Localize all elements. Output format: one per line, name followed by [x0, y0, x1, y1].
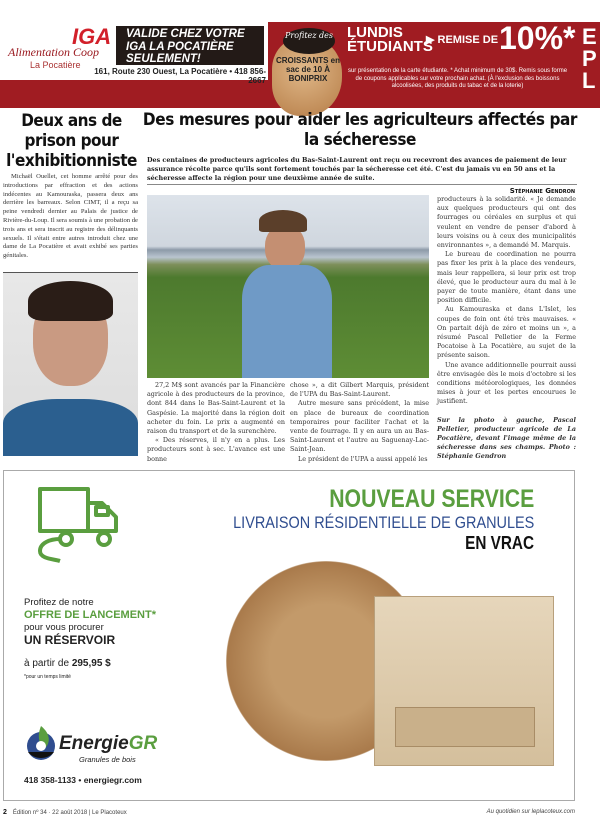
store-address: 161, Route 230 Ouest, La Pocatière • 418 856-2667: [94, 67, 266, 85]
paragraph: Le président de l'UPA a aussi appelé les: [298, 454, 428, 463]
paragraph: Une avance additionnelle pourrait aussi être envisagée dès le mois d'octobre si les conditions météorologiques, les données mises à jour et les pertes encourues le justifient.: [437, 360, 576, 406]
offer-disclaimer: *pour un temps limité: [24, 674, 71, 680]
hair: [28, 281, 113, 321]
paragraph: 27,2 M$ sont avancés par la Financière agricole à des producteurs de la province, dont 844 dans le Bas-Saint-Laurent et la Gaspésie. La majorité dans la région doit acheter du foin. Le prix a augmenté en raison du transport et de la surenchère.: [147, 381, 285, 436]
article-column-3: [437, 195, 576, 462]
page-number: 2: [3, 809, 7, 816]
energiegr-logo-icon: [24, 726, 58, 762]
brand-gr: GR: [128, 733, 158, 754]
offer-line-2: OFFRE DE LANCEMENT*: [24, 609, 156, 621]
paragraph: Le bureau de coordination ne pourra pas fixer les prix à la place des vendeurs, mais leur rappellera, si leur prix est trop élevé, que le producteur aura du mal à le payer de toute manière, étant dans une position difficile.: [437, 250, 576, 305]
paragraph: producteurs à la solidarité. « Je demande aux quelques producteurs qui ont des fourrages ou céréales en surplus et qui veulent en vendre de penser d'abord à leurs voisins ou à ceux des municipalités environnantes », a demandé M. Marquis.: [437, 195, 576, 250]
iga-logo: IGA: [72, 24, 112, 49]
store-city: La Pocatière: [30, 60, 81, 70]
photo-caption: Sur la photo à gauche, Pascal Pelletier, producteur agricole de La Pocatière, devant l'image même de la sécheresse dans ses champs. Photo : Stéphanie Gendron: [437, 415, 576, 461]
ad-subtitle: LIVRAISON RÉSIDENTIELLE DE GRANULES: [232, 513, 534, 532]
article-column-1: [147, 381, 285, 464]
offer-line-3: pour vous procurer: [24, 622, 104, 633]
left-article-body: [3, 173, 138, 261]
paragraph: « Des réserves, il n'y en a plus. Les producteurs sont à sec. L'avance est une bonne: [147, 436, 285, 463]
offer-line-4: UN RÉSERVOIR: [24, 633, 116, 647]
page-footer-left: [3, 809, 127, 816]
ad-subtitle-bulk: EN VRAC: [465, 533, 534, 553]
valid-notice: VALIDE CHEZ VOTRE IGA LA POCATIÈRE SEULEMENT!: [116, 26, 264, 65]
croissants-offer: CROISSANTS en sac de 10 À BONIPRIX: [276, 56, 341, 83]
portrait-photo: [3, 272, 138, 456]
brand-energie: Energie: [59, 733, 129, 754]
paragraph: Michaël Ouellet, cet homme arrêté pour des introductions par effraction et des actions indécentes au Kamouraska, passera deux ans derrière les barreaux. Selon CIMT, il a reçu sa peine vendredi dernier au Palais de justice de Rivière-du-Loup. Il sera soumis à une probation de trois ans et sera inscrit au registre des délinquants sexuels. Il s'était entre autres introduit chez une dame de La Pocatière et avait exhibé ses parties génitales.: [3, 173, 138, 260]
paragraph: chose », a dit Gilbert Marquis, président de l'UPA du Bas-Saint-Laurent.: [290, 381, 429, 399]
delivery-truck-icon: [26, 485, 121, 563]
main-article-headline: Des mesures pour aider les agriculteurs affectés par la sécheresse: [142, 110, 578, 150]
article-column-2: [290, 381, 429, 464]
cutoff-text: E PL: [582, 24, 597, 93]
energiegr-advertisement: [3, 470, 575, 801]
ad-title: NOUVEAU SERVICE: [328, 485, 534, 513]
paragraph: Au Kamouraska et dans L'Islet, les coupes de foin ont été très mauvaises. « On partait déjà de zéro et moins un », a résumé Pascal Pelletier de la Ferme Pocatoise à La Pocatière, au sujet de la présente saison.: [437, 305, 576, 360]
lundis-etudiants: LUNDIS ÉTUDIANTS: [347, 24, 433, 55]
price-prefix: à partir de: [24, 658, 72, 669]
pellet-reservoir-image: [374, 596, 554, 766]
website-link[interactable]: Au quotidien sur leplacoteux.com: [486, 809, 575, 815]
energiegr-wordmark: [59, 733, 157, 755]
shirt: [3, 399, 138, 456]
profitez-bubble: Profitez des: [283, 28, 335, 54]
discount-conditions: sur présentation de la carte étudiante. * Achat minimum de 30$. Remis sous forme de coupons applicables sur votre prochain achat. (À l'exclusion des boissons alcoolisées, des produits du tabac et de la loterie): [347, 68, 568, 89]
store-name: Alimentation Coop: [8, 45, 99, 59]
left-article-headline: Deux ans de prison pour l'exhibitionniste: [6, 111, 137, 171]
reservoir-hopper: [395, 707, 535, 747]
price: 295,95 $: [71, 658, 111, 669]
edition-info: Édition nº 34 · 22 août 2018 | Le Placoteux: [12, 810, 127, 816]
remise-label: ▶ REMISE DE: [426, 34, 499, 46]
price-line: [24, 658, 111, 669]
paragraph: Autre mesure sans précédent, la mise en place de bureaux de coordination temporaires pour faciliter l'achat et la vente de fourrage. Il y en aura un au Bas-Saint-Laurent et l'autre au Saguenay-Lac-Saint-Jean.: [290, 399, 429, 454]
divider: [147, 184, 577, 185]
contact-info: 418 358-1133 • energiegr.com: [24, 775, 142, 785]
hair: [259, 210, 307, 232]
tshirt: [242, 265, 332, 378]
offer-line-1: Profitez de notre: [24, 597, 94, 608]
discount-percent: 10%*: [499, 20, 576, 56]
byline: Stéphanie Gendron: [509, 187, 575, 195]
farmer-photo: [147, 195, 429, 378]
article-deck: Des centaines de producteurs agricoles du Bas-Saint-Laurent ont reçu ou recevront des avances de paiement de leur assurance récolte parce qu'ils sont fortement touchés par la sécheresse cet été. C'est du jamais vu en 50 ans et la sécheresse affecte la région pour une deuxième année de suite.: [147, 156, 567, 183]
brand-tagline: Granules de bois: [79, 755, 136, 764]
